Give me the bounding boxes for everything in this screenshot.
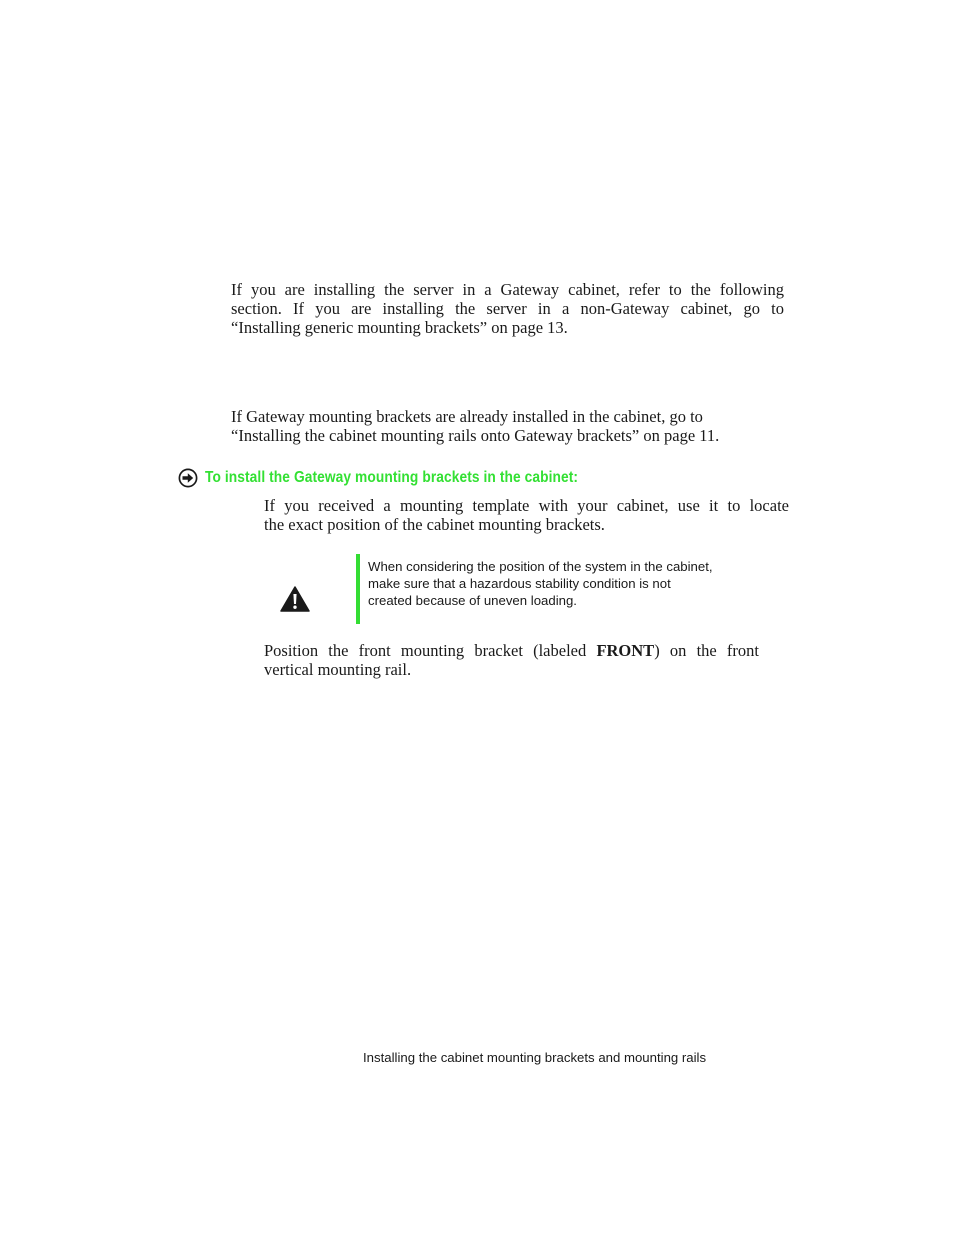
caution-line-3: created because of uneven loading.	[368, 593, 577, 608]
template-step-line-1: If you received a mounting template with your cabinet, use it to locate	[264, 496, 789, 515]
template-step-line-2: the exact position of the cabinet mounting brackets.	[264, 515, 605, 534]
already-installed-paragraph	[231, 407, 784, 445]
caution-text	[368, 558, 713, 609]
intro-line-3: “Installing generic mounting brackets” on page 13.	[231, 318, 568, 337]
footer-title: Installing the cabinet mounting brackets and mounting rails	[363, 1050, 707, 1065]
position-step-line-1: Position the front mounting bracket (labeled FRONT) on the front	[264, 641, 759, 660]
procedure-heading-text: To install the Gateway mounting brackets in the cabinet:	[205, 469, 579, 486]
intro-line-1: If you are installing the server in a Gateway cabinet, refer to the following	[231, 280, 784, 299]
procedure-heading	[178, 468, 639, 488]
intro-paragraph	[231, 280, 784, 337]
caution-line-1: When considering the position of the system in the cabinet,	[368, 559, 713, 574]
intro-line-2: section. If you are installing the server in a non-Gateway cabinet, go to	[231, 299, 784, 318]
caution-bar	[356, 554, 360, 624]
already-installed-line-1: If Gateway mounting brackets are already installed in the cabinet, go to	[231, 407, 703, 426]
position-step-line-2: vertical mounting rail.	[264, 660, 412, 679]
warning-triangle-icon	[279, 585, 311, 613]
template-step-paragraph	[264, 496, 789, 534]
already-installed-line-2: “Installing the cabinet mounting rails onto Gateway brackets” on page 11.	[231, 426, 720, 445]
arrow-right-circle-icon	[178, 468, 198, 488]
position-step-paragraph	[264, 641, 759, 679]
front-label: FRONT	[596, 641, 655, 660]
caution-line-2: make sure that a hazardous stability condition is not	[368, 576, 671, 591]
